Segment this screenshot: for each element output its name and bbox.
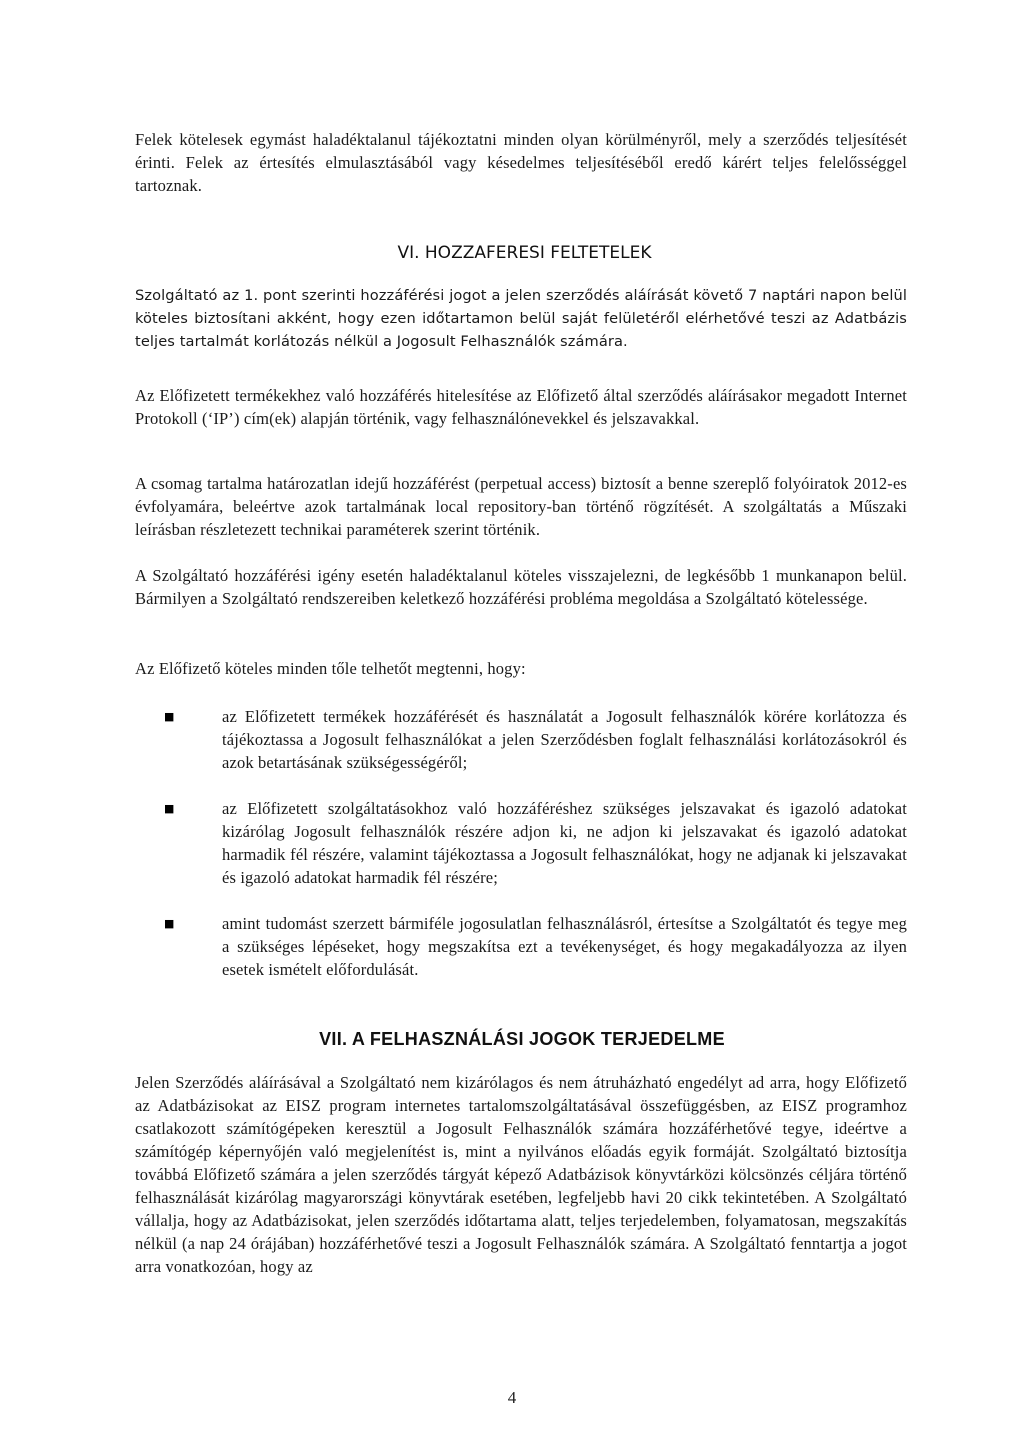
square-bullet-icon: ■	[164, 917, 175, 930]
list-item-text: az Előfizetett szolgáltatásokhoz való hozzáféréshez szükséges jelszavakat és igazoló adatokat kizárólag Jogosult felhasználók részére adjon ki, ne adjon ki jelszavakat és igazoló adatokat harmadik fél részére, valamint tájékoztassa a Jogosult felhasználókat, hogy ne adjanak ki jelszavakat és igazoló adatokat harmadik fél részére;	[222, 799, 907, 887]
paragraph-license-grant: Jelen Szerződés aláírásával a Szolgáltató nem kizárólagos és nem átruházható engedélyt ad arra, hogy Előfizető az Adatbázisokat az EISZ program internetes tartalomszolgáltatásával összefüggésben, az EISZ programhoz csatlakozott számítógépeken keresztül a Jogosult Felhasználók számára hozzáférhetővé tegye, ideértve a számítógép képernyőjén való megjelenítést is, mint a nyilvános előadás egyik formáját. Szolgáltató biztosítja továbbá Előfizető számára a jelen szerződés tárgyát képező Adatbázisok könyvtárközi kölcsönzés céljára történő felhasználását kizárólag magyarországi könyvtárak esetében, legfeljebb havi 20 cikk tekintetében. A Szolgáltató vállalja, hogy az Adatbázisokat, jelen szerződés időtartama alatt, teljes terjedelemben, folyamatosan, megszakítás nélkül (a nap 24 órájában) hozzáférhetővé teszi a Jogosult Felhasználók számára. A Szolgáltató fenntartja a jogot arra vonatkozóan, hogy az	[135, 1073, 907, 1276]
section-heading-usage-rights: VII. A FELHASZNÁLÁSI JOGOK TERJEDELME	[319, 1029, 725, 1049]
paragraph-notification-duty: Felek kötelesek egymást haladéktalanul tájékoztatni minden olyan körülményről, mely a szerződés teljesítését érinti. Felek az értesítés elmulasztásából vagy késedelmes teljesítéséből eredő kárért teljes felelősséggel tartoznak.	[135, 130, 907, 195]
paragraph-authentication: Az Előfizetett termékekhez való hozzáférés hitelesítése az Előfizető által szerződés aláírásakor megadott Internet Protokoll (‘IP’) cím(ek) alapján történik, vagy felhasználónevekkel és jelszavakkal.	[135, 386, 907, 428]
paragraph-subscriber-duties-intro: Az Előfizető köteles minden tőle telhetőt megtenni, hogy:	[135, 659, 526, 678]
paragraph-access-request-response: A Szolgáltató hozzáférési igény esetén haladéktalanul köteles visszajelezni, de legkésőbb 1 munkanapon belül. Bármilyen a Szolgáltató rendszereiben keletkező hozzáférési probléma megoldása a Szolgáltató kötelessége.	[135, 566, 907, 608]
paragraph-access-rights: Szolgáltató az 1. pont szerinti hozzáférési jogot a jelen szerződés aláírását követő 7 naptári napon belül köteles biztosítani akként, hogy ezen időtartamon belül saját felületéről elérhetővé teszi az Adatbázis teljes tartalmát korlátozás nélkül a Jogosult Felhasználók számára.	[135, 287, 907, 350]
page-number: 4	[507, 1388, 517, 1407]
paragraph-perpetual-access: A csomag tartalma határozatlan idejű hozzáférést (perpetual access) biztosít a benne szereplő folyóiratok 2012-es évfolyamára, beleértve azok tartalmának local repository-ban történő rögzítését. A szolgáltatás a Műszaki leírásban részletezett technikai paraméterek szerint történik.	[135, 474, 907, 539]
section-heading-access-conditions: VI. HOZZAFERESI FELTETELEK	[397, 243, 652, 263]
square-bullet-icon: ■	[164, 710, 175, 723]
square-bullet-icon: ■	[164, 802, 175, 815]
list-item-text: amint tudomást szerzett bármiféle jogosulatlan felhasználásról, értesítse a Szolgáltatót és tegye meg a szükséges lépéseket, hogy megszakítsa ezt a tevékenységet, és hogy megakadályozza az ilyen esetek ismételt előfordulását.	[222, 914, 907, 979]
list-item-text: az Előfizetett termékek hozzáférését és használatát a Jogosult felhasználók körére korlátozza és tájékoztassa a Jogosult felhasználókat a jelen Szerződésben foglalt felhasználási korlátozásokról és azok betartásának szükségességéről;	[222, 707, 907, 772]
